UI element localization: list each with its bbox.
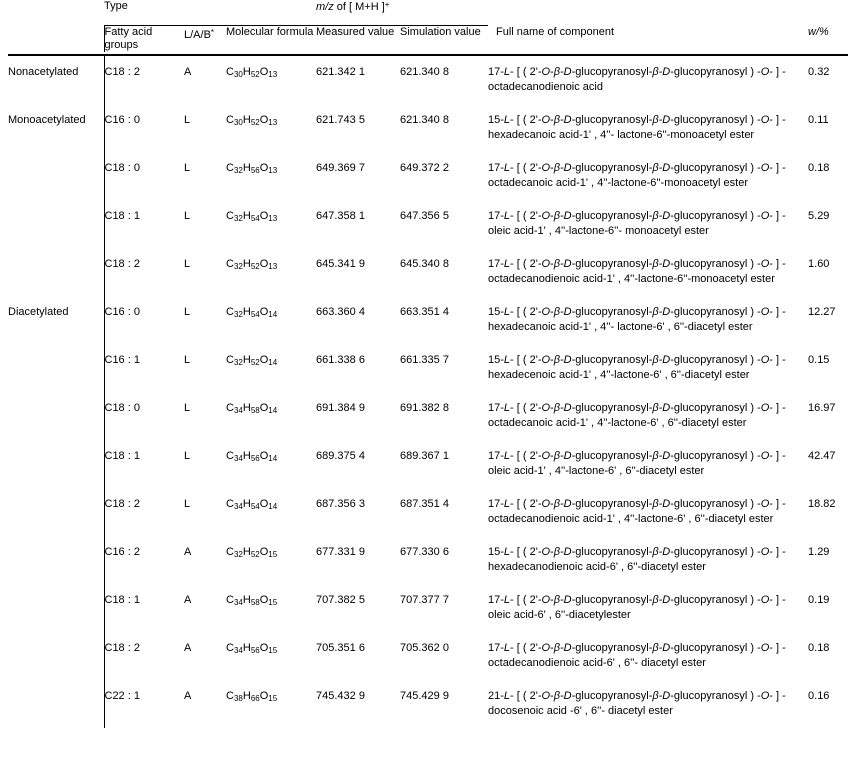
cell-full-name: 17-L- [ ( 2'-O-β-D-glucopyranosyl-β-D-glucopyranosyl ) -O- ] - oleic acid-1' , 4''-lactone-6' , 6''-diacetyl ester [488,450,786,477]
cell-lab: A [184,594,192,606]
cell-measured-value: 687.356 3 [316,498,365,510]
cell-group: Diacetylated [8,306,69,318]
cell-molecular-formula: $C_{34}H_{56}O_{15}$ [226,642,278,655]
cell-group [8,392,104,440]
cell-weight-percent: 0.19 [808,594,830,606]
cell-fatty-acid-group: C16 : 0 [104,296,184,344]
cell-measured-value: 649.369 7 [316,162,365,174]
cell-fatty-acid-group: C18 : 1 [104,440,184,488]
cell-fatty-acid-group: C18 : 2 [104,248,184,296]
header-fatty-acid-groups: Fatty acid groups [104,26,184,53]
cell-fatty-acid-group: C18 : 2 [104,488,184,536]
cell-molecular-formula: $C_{34}H_{58}O_{15}$ [226,594,278,607]
header-mz-group [316,0,488,26]
cell-fatty-acid-group: C22 : 1 [104,680,184,728]
cell-full-name: 17-L- [ ( 2'-O-β-D-glucopyranosyl-β-D-glucopyranosyl ) -O- ] - oleic acid-6' , 6''-diacetylester [488,594,786,621]
header-lab-sup: * [210,28,215,37]
cell-molecular-formula: $C_{30}H_{52}O_{13}$ [226,114,278,127]
cell-fatty-acid-group: C18 : 2 [104,55,184,104]
cell-group: Nonacetylated [8,66,79,78]
cell-molecular-formula: $C_{32}H_{54}O_{14}$ [226,306,278,319]
cell-measured-value: 645.341 9 [316,258,365,270]
cell-group [8,152,104,200]
cell-lab: A [184,642,192,654]
cell-weight-percent: 1.60 [808,258,830,270]
cell-weight-percent: 42.47 [808,450,836,462]
table-row [8,200,848,248]
cell-simulation-value: 705.362 0 [400,642,449,654]
table-row [8,344,848,392]
cell-lab: L [184,402,191,414]
cell-fatty-acid-group: C16 : 1 [104,344,184,392]
cell-simulation-value: 691.382 8 [400,402,449,414]
header-simulation-value: Simulation value [400,26,481,38]
cell-measured-value: 647.358 1 [316,210,365,222]
cell-simulation-value: 661.335 7 [400,354,449,366]
cell-full-name: 15-L- [ ( 2'-O-β-D-glucopyranosyl-β-D-glucopyranosyl ) -O- ] - hexadecanodienoic acid-6' , 6''-diacetyl ester [488,546,786,573]
cell-simulation-value: 663.351 4 [400,306,449,318]
cell-measured-value: 745.432 9 [316,690,365,702]
cell-molecular-formula: $C_{38}H_{66}O_{15}$ [226,690,278,703]
cell-full-name: 17-L- [ ( 2'-O-β-D-glucopyranosyl-β-D-glucopyranosyl ) -O- ] - octadecanodienoic acid-1' , 4''-lactone-6' , 6''-diacetyl ester [488,498,786,525]
cell-lab: L [184,354,191,366]
cell-full-name: 21-L- [ ( 2'-O-β-D-glucopyranosyl-β-D-glucopyranosyl ) -O- ] - docosenoic acid -6' , 6''- diacetyl ester [488,690,786,717]
header-group-col [8,26,104,53]
cell-group [8,200,104,248]
cell-lab: L [184,114,191,126]
cell-weight-percent: 16.97 [808,402,836,414]
cell-full-name: 15-L- [ ( 2'-O-β-D-glucopyranosyl-β-D-glucopyranosyl ) -O- ] - hexadecenoic acid-1' , 4''-lactone-6' , 6''-diacetyl ester [488,354,786,381]
cell-weight-percent: 1.29 [808,546,830,558]
cell-lab: L [184,306,191,318]
cell-fatty-acid-group: C18 : 1 [104,200,184,248]
cell-weight-percent: 0.16 [808,690,830,702]
table-row [8,248,848,296]
cell-measured-value: 705.351 6 [316,642,365,654]
cell-group [8,488,104,536]
table-row [8,536,848,584]
cell-full-name: 17-L- [ ( 2'-O-β-D-glucopyranosyl-β-D-glucopyranosyl ) -O- ] - octadecanoic acid-1' , 4''-lactone-6' , 6''-diacetyl ester [488,402,786,429]
cell-full-name: 15-L- [ ( 2'-O-β-D-glucopyranosyl-β-D-glucopyranosyl ) -O- ] - hexadecanoic acid-1' , 4''- lactone-6''-monoacetyl ester [488,114,786,141]
cell-weight-percent: 0.32 [808,66,830,78]
cell-group [8,440,104,488]
cell-fatty-acid-group: C18 : 0 [104,152,184,200]
cell-molecular-formula: $C_{32}H_{52}O_{14}$ [226,354,278,367]
cell-fatty-acid-group: C16 : 2 [104,536,184,584]
cell-group [8,344,104,392]
table-header [8,0,848,55]
table-row [8,104,848,152]
cell-full-name: 17-L- [ ( 2'-O-β-D-glucopyranosyl-β-D-glucopyranosyl ) -O- ] - octadecanodienoic acid [488,66,786,93]
cell-measured-value: 621.743 5 [316,114,365,126]
table-row [8,55,848,104]
cell-molecular-formula: $C_{34}H_{56}O_{14}$ [226,450,278,463]
cell-lab: A [184,690,192,702]
cell-fatty-acid-group: C18 : 0 [104,392,184,440]
cell-lab: A [184,546,192,558]
cell-full-name: 17-L- [ ( 2'-O-β-D-glucopyranosyl-β-D-glucopyranosyl ) -O- ] - octadecanoic acid-1' , 4''-lactone-6''-monoacetyl ester [488,162,786,189]
cell-simulation-value: 649.372 2 [400,162,449,174]
cell-weight-percent: 0.18 [808,642,830,654]
cell-weight-percent: 0.15 [808,354,830,366]
cell-lab: L [184,450,191,462]
cell-simulation-value: 677.330 6 [400,546,449,558]
table-row [8,632,848,680]
cell-measured-value: 661.338 6 [316,354,365,366]
header-molecular-formula: Molecular formula [226,26,314,38]
cell-full-name: 15-L- [ ( 2'-O-β-D-glucopyranosyl-β-D-glucopyranosyl ) -O- ] - hexadecanoic acid-1' , 4''- lactone-6' , 6''-diacetyl ester [488,306,786,333]
cell-molecular-formula: $C_{34}H_{54}O_{14}$ [226,498,278,511]
cell-simulation-value: 621.340 8 [400,114,449,126]
table-body [8,55,848,728]
cell-molecular-formula: $C_{34}H_{58}O_{14}$ [226,402,278,415]
cell-simulation-value: 687.351 4 [400,498,449,510]
cell-fatty-acid-group: C18 : 1 [104,584,184,632]
cell-simulation-value: 647.356 5 [400,210,449,222]
cell-fatty-acid-group: C16 : 0 [104,104,184,152]
cell-lab: L [184,210,191,222]
cell-full-name: 17-L- [ ( 2'-O-β-D-glucopyranosyl-β-D-glucopyranosyl ) -O- ] - octadecanodienoic acid-6' , 6''- diacetyl ester [488,642,786,669]
header-type-group: Type [104,0,316,26]
cell-weight-percent: 5.29 [808,210,830,222]
cell-measured-value: 689.375 4 [316,450,365,462]
cell-simulation-value: 621.340 8 [400,66,449,78]
cell-full-name: 17-L- [ ( 2'-O-β-D-glucopyranosyl-β-D-glucopyranosyl ) -O- ] - oleic acid-1' , 4''-lactone-6''- monoacetyl ester [488,210,786,237]
cell-simulation-value: 745.429 9 [400,690,449,702]
header-mz-label: m/z of [ M+H ]+ [316,0,390,13]
header-mz-sup: + [384,0,390,9]
cell-simulation-value: 707.377 7 [400,594,449,606]
cell-lab: L [184,498,191,510]
table-row [8,584,848,632]
header-weight-percent: w/% [808,25,829,38]
header-spacer-left [8,0,104,26]
component-table [8,0,848,728]
cell-group [8,248,104,296]
cell-molecular-formula: $C_{32}H_{54}O_{13}$ [226,210,278,223]
header-measured-value: Measured value [316,26,395,38]
cell-measured-value: 691.384 9 [316,402,365,414]
table-row [8,488,848,536]
cell-measured-value: 621.342 1 [316,66,365,78]
cell-lab: A [184,66,192,78]
cell-group [8,584,104,632]
cell-weight-percent: 18.82 [808,498,836,510]
header-laB [184,26,226,53]
table-row [8,152,848,200]
cell-full-name: 17-L- [ ( 2'-O-β-D-glucopyranosyl-β-D-glucopyranosyl ) -O- ] - octadecanodienoic acid-1' , 4''-lactone-6''-monoacetyl ester [488,258,786,285]
cell-measured-value: 677.331 9 [316,546,365,558]
header-group-row [8,0,848,26]
table-row [8,680,848,728]
cell-weight-percent: 12.27 [808,306,836,318]
cell-measured-value: 663.360 4 [316,306,365,318]
cell-lab: L [184,258,191,270]
header-spacer-w [808,0,848,26]
cell-group [8,536,104,584]
cell-group [8,680,104,728]
cell-group [8,632,104,680]
header-spacer-name [488,0,808,26]
cell-molecular-formula: $C_{32}H_{52}O_{15}$ [226,546,278,559]
cell-weight-percent: 0.11 [808,114,829,126]
table-row [8,392,848,440]
cell-measured-value: 707.382 5 [316,594,365,606]
header-column-row [8,26,848,53]
table-row [8,440,848,488]
cell-lab: L [184,162,191,174]
cell-weight-percent: 0.18 [808,162,830,174]
cell-group: Monoacetylated [8,114,86,126]
cell-molecular-formula: $C_{32}H_{56}O_{13}$ [226,162,278,175]
table-row [8,296,848,344]
header-lab-label: L/A/B [184,29,211,41]
cell-simulation-value: 689.367 1 [400,450,449,462]
cell-fatty-acid-group: C18 : 2 [104,632,184,680]
cell-molecular-formula: $C_{32}H_{52}O_{13}$ [226,258,278,271]
header-full-name: Full name of component [496,25,615,38]
cell-simulation-value: 645.340 8 [400,258,449,270]
cell-molecular-formula: $C_{30}H_{52}O_{13}$ [226,66,278,79]
